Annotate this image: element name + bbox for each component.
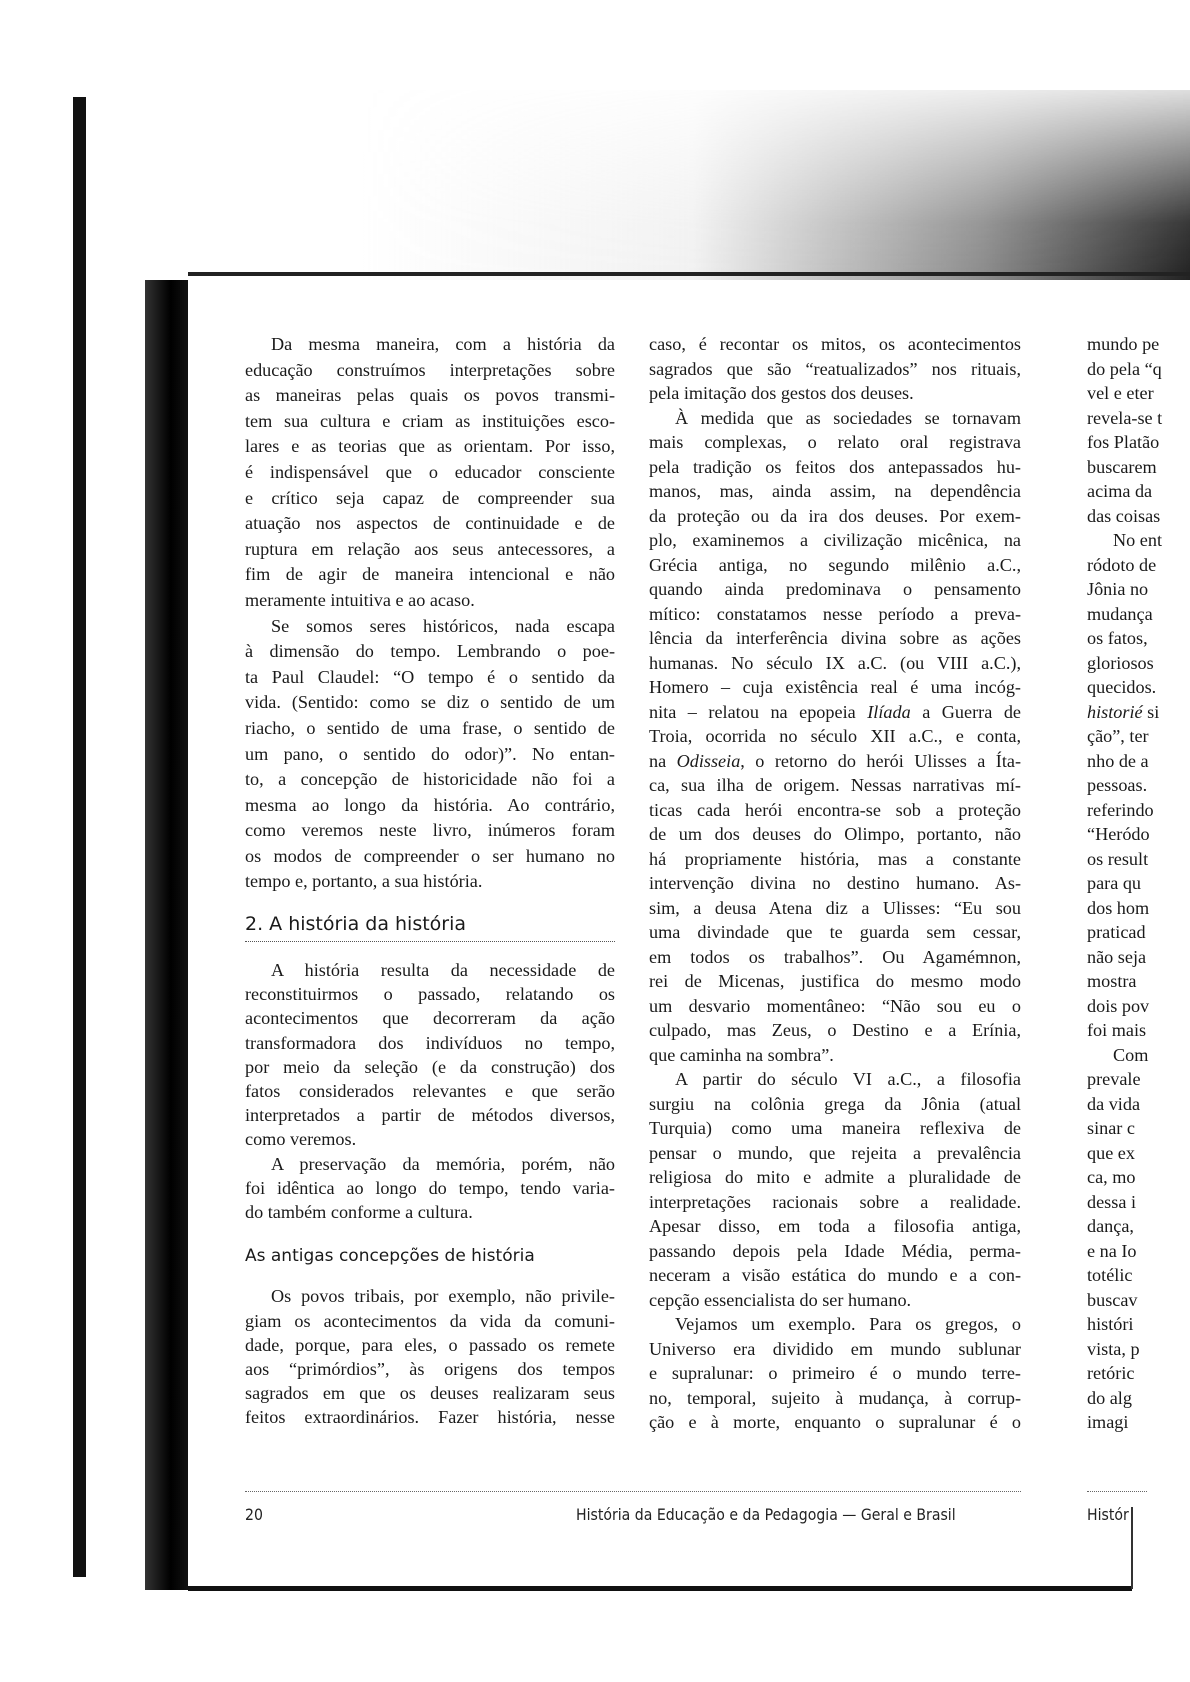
text-line: dessa i [1087,1191,1136,1212]
paragraph [245,1284,615,1429]
text-line: e na Io [1087,1240,1137,1261]
text-line: os fatos, [1087,628,1148,648]
text-line: Vejamos um exemplo. Para os gregos, o [675,1314,1021,1334]
text-line: plo, examinemos a civilização micênica, na [649,530,1021,550]
left-column [245,332,615,1430]
text-line: Apesar disso, em toda a filosofia antiga, [649,1216,1021,1236]
text-span: a Guerra de [910,701,1021,722]
text-line: não seja [1087,946,1147,967]
text-line: acima da [1087,481,1153,501]
text-line: giam os acontecimentos da vida da comuni- [245,1310,615,1331]
text-line: prevale [1087,1069,1141,1089]
text-line: um pano, o sentido do odor)”. No entan- [245,743,615,764]
text-line: Se somos seres históricos, nada escapa [271,615,615,636]
scan-left-border [73,97,86,1577]
text-line: sim, a deusa Atena diz a Ulisses: “Eu sou [649,897,1021,918]
paragraph [245,1152,615,1225]
text-line: aos “primórdios”, às origens dos tempos [245,1358,615,1379]
text-line: fos Platão [1087,432,1160,452]
subheading: As antigas concepções de história [245,1246,535,1267]
text-line: ta Paul Claudel: “O tempo é o sentido da [245,666,615,687]
text-line: revela-se t [1087,407,1163,428]
text-line: atuação nos aspectos de continuidade e de [245,513,615,534]
text-line: fim de agir de maneira intencional e não [245,564,615,585]
text-line: culpado, mas Zeus, o Destino e a Erínia, [649,1020,1021,1040]
text-line: dança, [1087,1216,1134,1236]
text-line: mudança [1087,603,1153,624]
text-line: no, temporal, sujeito à mudança, à corrup- [649,1387,1021,1408]
text-line: Da mesma maneira, com a história da [271,334,615,354]
text-line: interpretados a partir de métodos diversos, [245,1105,615,1126]
text-line: manos, mas, ainda assim, na dependência [649,481,1021,501]
text-line: ródoto de [1087,554,1157,575]
text-line: sagrados que são “reatualizados” nos rituais, [649,358,1021,379]
section-heading: 2. A história da história [245,913,615,942]
text-line: educação construímos interpretações sobre [245,359,615,380]
text-line: Universo era dividido em mundo sublunar [649,1338,1021,1359]
text-line: do pela “q [1087,358,1162,379]
italic-title: Odisseia [676,750,741,771]
paragraph [1087,1043,1190,1435]
text-line: dade, porque, para eles, o passado os remete [245,1334,615,1355]
text-line: os modos de compreender o ser humano no [245,845,615,866]
text-line: Com [1113,1044,1149,1065]
text-line: dos hom [1087,897,1150,918]
text-span: na [649,750,677,771]
text-line: mesma ao longo da história. Ao contrário, [245,794,615,815]
italic-title: historié [1087,701,1143,722]
text-line: pensar o mundo, que rejeita a prevalência [649,1142,1021,1163]
text-line: das coisas [1087,505,1161,526]
left-paragraphs-bottom [245,1284,615,1429]
text-line: é indispensável que o educador consciente [245,461,615,482]
text-line: uma divindade que te guarda sem cessar, [649,922,1021,942]
text-line: nho de a [1087,750,1149,771]
text-line: to, a concepção de historicidade não foi a [245,769,615,790]
paragraph [245,332,615,614]
text-line: sagrados em que os deuses realizaram seus [245,1383,615,1404]
text-line: que caminha na sombra”. [649,1044,834,1065]
text-line [649,700,1021,725]
text-line: meramente intuitiva e ao acaso. [245,589,475,610]
scan-shadow [360,90,1190,280]
text-line: imagi [1087,1412,1129,1432]
footer-rule-next-page [1087,1491,1147,1492]
text-line: rei de Micenas, justifica do mesmo modo [649,971,1021,991]
text-line: gloriosos [1087,652,1154,673]
text-line: riacho, o sentido de uma frase, o sentido de [245,717,615,738]
text-line: surgiu na colônia grega da Jônia (atual [649,1093,1021,1114]
text-line: ruptura em relação aos seus antecessores, a [245,538,615,559]
text-line: ticas cada herói encontra-se sob a proteção [649,799,1021,820]
page-top-edge [188,272,1190,276]
text-line: há propriamente história, mas a constante [649,848,1021,869]
footer-rule [245,1491,1021,1492]
text-line: A preservação da memória, porém, não [271,1153,615,1174]
text-line: totélic [1087,1265,1133,1285]
text-line: lares e as teorias que as orientam. Por isso, [245,436,615,457]
text-line: fatos considerados relevantes e que serão [245,1081,615,1102]
text-line: feitos extraordinários. Fazer história, nesse [245,1407,615,1428]
text-line: Troia, ocorrida no século XII a.C., e conta, [649,726,1021,746]
paragraph [1087,332,1190,528]
text-line: acontecimentos que decorreram da ação [245,1008,615,1029]
text-line: Grécia antiga, no segundo milênio a.C., [649,554,1021,575]
text-line: ca, mo [1087,1167,1136,1187]
text-line: vista, p [1087,1338,1140,1359]
text-line: históri [1087,1314,1134,1334]
middle-column [649,332,1021,1435]
text-line: referindo [1087,799,1154,820]
text-line: reconstituirmos o passado, relatando os [245,984,615,1005]
text-line: cepção essencialista do ser humano. [649,1289,912,1310]
text-line: neceram a visão estática do mundo e a con- [649,1265,1021,1285]
text-line [649,749,1021,774]
text-line: foi mais [1087,1020,1147,1040]
text-line: e supralunar: o primeiro é o mundo terre- [649,1363,1021,1383]
right-column-clip [1087,320,1190,1520]
text-line: religiosa do mito e admite a pluralidade de [649,1167,1021,1187]
text-line: A história resulta da necessidade de [271,960,615,981]
text-line: e crítico seja capaz de compreender sua [245,487,615,508]
book-spine-shadow [145,280,188,1590]
text-line: um desvario momentâneo: “Não sou eu o [649,995,1021,1016]
text-line: como veremos. [245,1129,357,1150]
text-line: Turquia) como uma maneira reflexiva de [649,1118,1021,1138]
text-line: quecidos. [1087,677,1157,697]
text-line: “Heródo [1087,824,1150,844]
right-column [1087,332,1190,1435]
text-line: à dimensão do tempo. Lembrando o poe- [245,641,615,662]
text-line: mostra [1087,971,1137,991]
text-line: da vida [1087,1093,1141,1114]
running-footer-title: História da Educação e da Pedagogia — Geral e Brasil [576,1505,956,1524]
text-line: foi idêntica ao longo do tempo, tendo varia- [245,1177,615,1198]
text-line: buscarem [1087,456,1157,477]
text-line: tem sua cultura e criam as instituições esco- [245,410,615,431]
text-line: as maneiras pelas quais os povos transmi- [245,385,615,406]
next-page-footer-fragment: Histór [1087,1505,1129,1524]
text-line: intervenção divina no destino humano. As- [649,873,1021,893]
text-line: vida. (Sentido: como se diz o sentido de um [245,692,615,713]
text-line: No ent [1113,530,1162,550]
text-line: que ex [1087,1142,1135,1163]
paragraph [649,406,1021,1068]
text-span: si [1142,701,1160,722]
text-line: transformadora dos indivíduos no tempo, [245,1032,615,1053]
italic-title: Ilíada [867,701,911,722]
page-number: 20 [245,1505,263,1524]
text-line: passando depois pela Idade Média, perma- [649,1240,1021,1261]
text-line: humanas. No século IX a.C. (ou VIII a.C.), [649,652,1021,673]
text-line: ção e à morte, enquanto o supralunar é o [649,1412,1021,1432]
paragraph [245,958,615,1152]
text-line: por meio da seleção (e da construção) dos [245,1056,615,1077]
text-line: dois pov [1087,995,1150,1016]
text-line: pessoas. [1087,775,1148,795]
text-span: nita – relatou na epopeia [649,701,868,722]
paragraph [245,614,615,896]
text-line: mais complexas, o relato oral registrava [649,432,1021,452]
text-line: como veremos neste livro, inúmeros foram [245,820,615,841]
paragraph [1087,528,1190,1043]
text-line: ção”, ter [1087,726,1149,746]
text-line: pela tradição os feitos dos antepassados hu- [649,456,1021,477]
text-line: de um dos deuses do Olimpo, portanto, não [649,824,1021,844]
text-line: do também conforme a cultura. [245,1202,473,1223]
text-line: Jônia no [1087,579,1149,599]
text-line: em todos os trabalhos”. Ou Agamémnon, [649,946,1021,967]
left-paragraphs-top [245,332,615,895]
text-line: sinar c [1087,1118,1135,1138]
text-line: da proteção ou da ira dos deuses. Por exem- [649,505,1021,526]
page-bottom-edge [188,1586,1132,1591]
text-line: os result [1087,848,1149,869]
paragraph [649,332,1021,406]
paragraph [649,1312,1021,1435]
text-line: retóric [1087,1363,1135,1383]
text-line: Os povos tribais, por exemplo, não privile- [271,1286,615,1307]
paragraph [649,1067,1021,1312]
text-line: do alg [1087,1387,1132,1408]
text-line: vel e eter [1087,383,1154,403]
text-line: pela imitação dos gestos dos deuses. [649,383,914,403]
text-line [1087,700,1190,725]
text-line: interpretações racionais sobre a realidade. [649,1191,1021,1212]
text-line: lência da interferência divina sobre as ações [649,628,1021,648]
text-line: A partir do século VI a.C., a filosofia [675,1069,1021,1089]
text-line: tempo e, portanto, a sua história. [245,871,483,892]
text-line: para qu [1087,873,1142,893]
text-line: mundo pe [1087,334,1160,354]
text-line: quando ainda predominava o pensamento [649,579,1021,599]
text-line: À medida que as sociedades se tornavam [675,407,1021,428]
text-line: praticad [1087,922,1146,942]
text-line: buscav [1087,1289,1138,1310]
text-line: caso, é recontar os mitos, os acontecimentos [649,334,1021,354]
text-line: ca, sua ilha de origem. Nessas narrativas mí- [649,775,1021,795]
text-line: Homero – cuja existência real é uma incóg- [649,677,1021,697]
text-line: mítico: constatamos nesse período a preva- [649,603,1021,624]
left-paragraphs-mid [245,958,615,1224]
text-span: , o retorno do herói Ulisses a Íta- [740,750,1022,771]
